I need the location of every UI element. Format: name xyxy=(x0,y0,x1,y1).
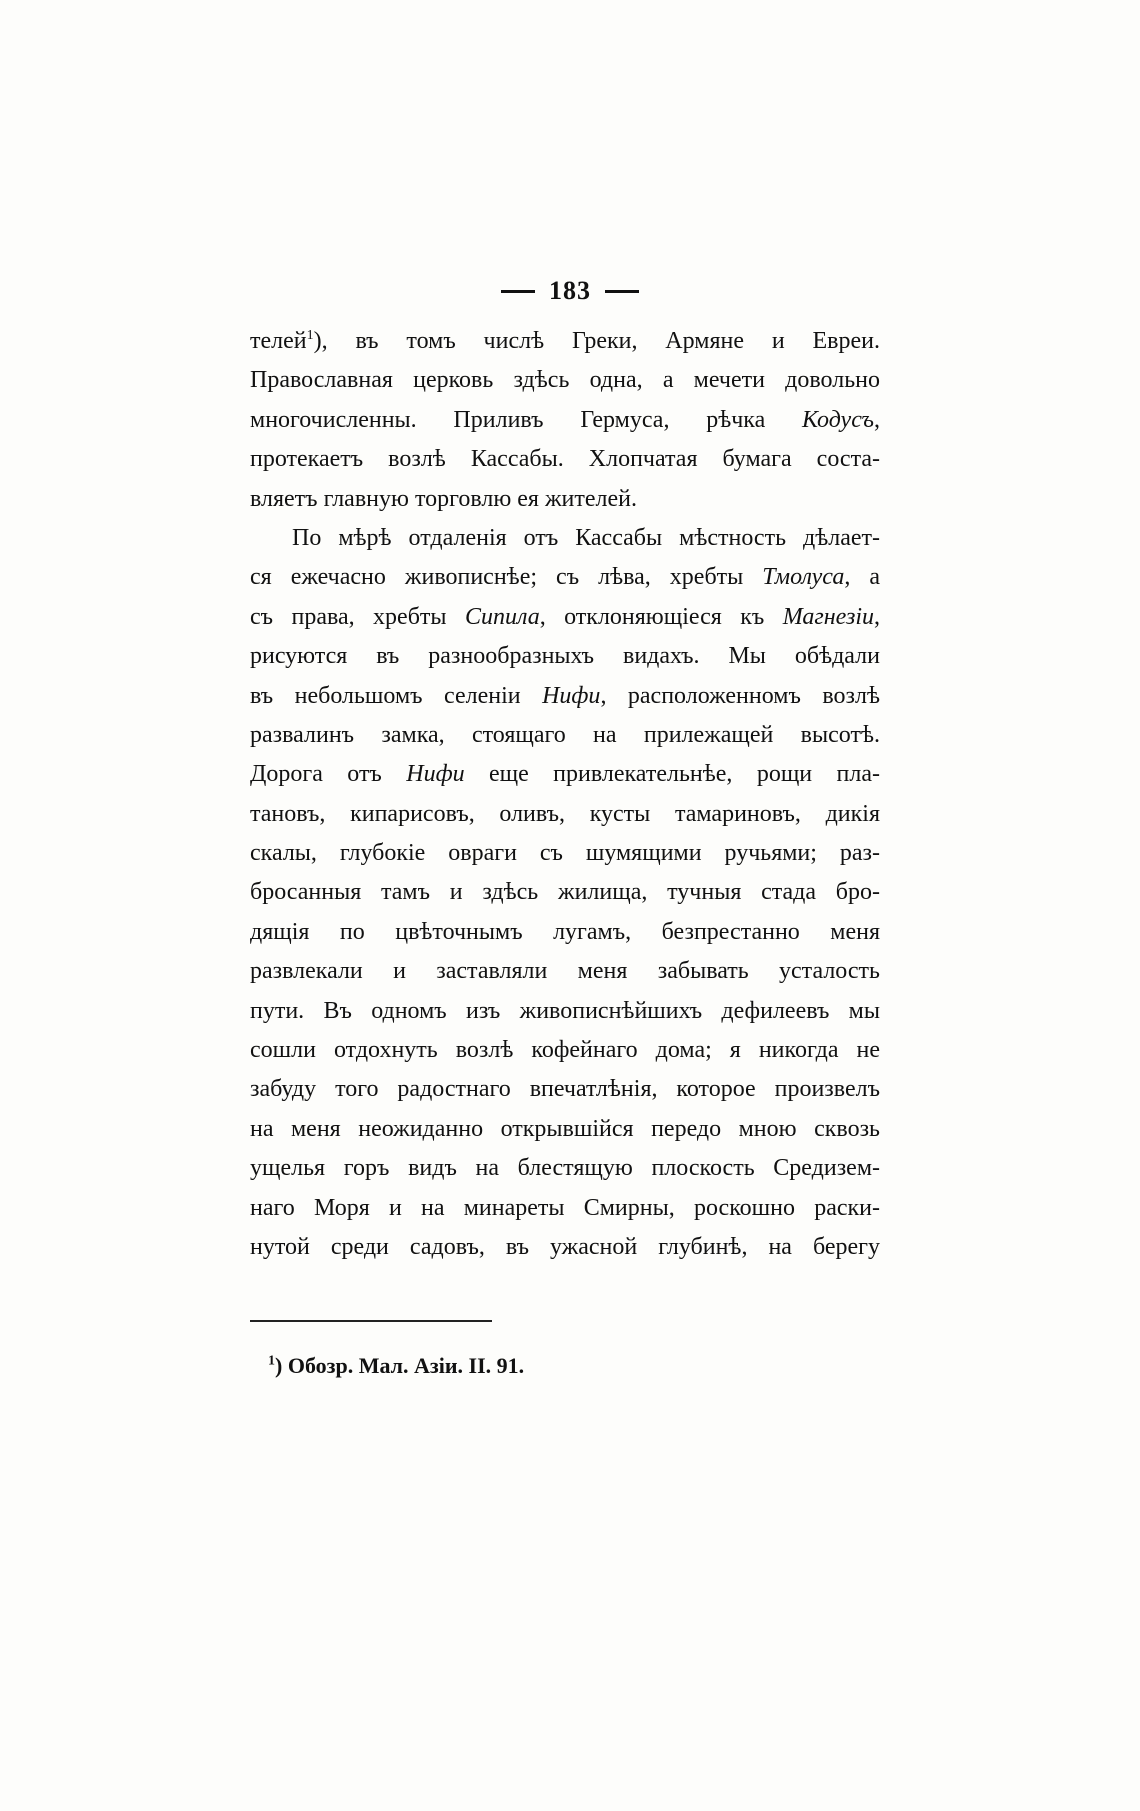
text-line: По мѣрѣ отдаленія отъ Кассабы мѣстность дѣлает- xyxy=(292,524,880,551)
footnote-divider xyxy=(250,1320,492,1322)
text-line: бросанныя тамъ и здѣсь жилища, тучныя стада бро- xyxy=(250,879,880,906)
text-line: развлекали и заставляли меня забывать усталость xyxy=(250,958,880,985)
text-line: забуду того радостнаго впечатлѣнія, которое произвелъ xyxy=(250,1076,880,1103)
text-line: многочисленны. Приливъ Гермуса, рѣчка Кодусъ, xyxy=(250,406,880,433)
text-line: Дорога отъ Нифи еще привлекательнѣе, рощи пла- xyxy=(250,761,880,788)
text-line: тановъ, кипарисовъ, оливъ, кусты тамариновъ, дикія xyxy=(250,800,880,827)
text-line: пути. Въ одномъ изъ живописнѣйшихъ дефилеевъ мы xyxy=(250,997,880,1024)
text-line: нутой среди садовъ, въ ужасной глубинѣ, на берегу xyxy=(250,1233,880,1260)
text-line: ущелья горъ видъ на блестящую плоскость Средизем- xyxy=(250,1155,880,1182)
text-line: рисуются въ разнообразныхъ видахъ. Мы обѣдали xyxy=(250,643,880,670)
text-line: ся ежечасно живописнѣе; съ лѣва, хребты Тмолуса, а xyxy=(250,564,880,591)
text-line: наго Моря и на минареты Смирны, роскошно раски- xyxy=(250,1194,880,1221)
footnote-text: ) Обозр. Мал. Азіи. II. 91. xyxy=(275,1353,525,1378)
text-line: телей$^1$), въ томъ числѣ Греки, Армяне и Евреи. xyxy=(250,328,880,354)
text-line: съ права, хребты Сипила, отклоняющіеся къ Магнезіи, xyxy=(250,603,880,630)
footnote xyxy=(268,1353,524,1379)
body-text xyxy=(250,322,880,1267)
text-line: скалы, глубокіе овраги съ шумящими ручьями; раз- xyxy=(250,840,880,867)
text-line: протекаетъ возлѣ Кассабы. Хлопчатая бумага соста- xyxy=(250,446,880,473)
text-line: дящія по цвѣточнымъ лугамъ, безпрестанно меня xyxy=(250,918,880,945)
footnote-marker: 1 xyxy=(268,1353,275,1369)
page-number: 183 xyxy=(549,276,591,305)
text-line: на меня неожиданно открывшійся передо мною сквозь xyxy=(250,1115,880,1142)
text-line: въ небольшомъ селеніи Нифи, расположенномъ возлѣ xyxy=(250,682,880,709)
header-dash-left xyxy=(501,290,535,293)
text-line: Православная церковь здѣсь одна, а мечети довольно xyxy=(250,367,880,394)
footnote-ref: 1 xyxy=(306,328,314,343)
text-line: вляетъ главную торговлю ея жителей. xyxy=(250,485,638,512)
page-number-header xyxy=(0,276,1140,306)
text-line: развалинъ замка, стоящаго на прилежащей высотѣ. xyxy=(250,721,880,748)
header-dash-right xyxy=(605,290,639,293)
text-line: сошли отдохнуть возлѣ кофейнаго дома; я никогда не xyxy=(250,1037,880,1064)
